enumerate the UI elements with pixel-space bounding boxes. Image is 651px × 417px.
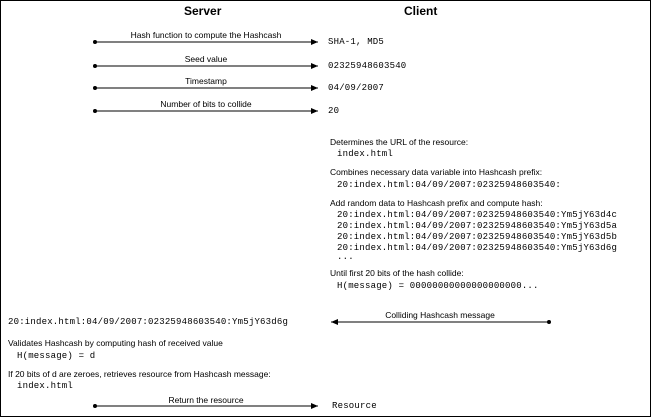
- arrow-label-timestamp: Timestamp: [185, 76, 227, 86]
- value-hash-function: SHA-1, MD5: [328, 37, 385, 47]
- arrow-label-return: Return the resource: [168, 395, 244, 405]
- value-bits: 20: [328, 106, 340, 116]
- arrow-seed-value: [93, 64, 318, 68]
- client-random-line: 20:index.html:04/09/2007:02325948603540:Ym5jY63d5a: [337, 221, 618, 231]
- client-random-line: 20:index.html:04/09/2007:02325948603540:Ym5jY63d5b: [337, 232, 618, 242]
- client-url-value: index.html: [337, 149, 394, 159]
- server-validate-value: H(message) = d: [17, 351, 96, 361]
- client-combine-value: 20:index.html:04/09/2007:02325948603540:: [337, 180, 562, 190]
- arrow-colliding-message: [331, 320, 551, 324]
- arrow-label-seed-value: Seed value: [184, 54, 228, 64]
- server-colliding-message: 20:index.html:04/09/2007:02325948603540:Ym5jY63d6g: [8, 317, 289, 327]
- arrow-label-colliding: Colliding Hashcash message: [385, 310, 495, 320]
- client-random-line: 20:index.html:04/09/2007:02325948603540:Ym5jY63d6g: [337, 243, 618, 253]
- client-until-value: H(message) = 00000000000000000000...: [337, 281, 539, 291]
- value-resource: Resource: [332, 401, 377, 411]
- client-header: Client: [404, 4, 438, 18]
- arrow-hash-function: [93, 40, 318, 44]
- client-url-label: Determines the URL of the resource:: [330, 137, 469, 147]
- arrow-label-hash-function: Hash function to compute the Hashcash: [130, 30, 282, 40]
- server-retrieve-value: index.html: [17, 381, 74, 391]
- client-random-label: Add random data to Hashcash prefix and compute hash:: [330, 198, 543, 208]
- value-timestamp: 04/09/2007: [328, 83, 385, 93]
- arrow-bits: [93, 109, 318, 113]
- server-retrieve-label: If 20 bits of d are zeroes, retrieves resource from Hashcash message:: [8, 369, 271, 379]
- client-random-line: 20:index.html:04/09/2007:02325948603540:Ym5jY63d4c: [337, 210, 618, 220]
- value-seed: 02325948603540: [328, 61, 407, 71]
- client-random-ellipsis: ...: [337, 252, 354, 262]
- client-combine-label: Combines necessary data variable into Hashcash prefix:: [330, 167, 543, 177]
- client-until-label: Until first 20 bits of the hash collide:: [330, 268, 464, 278]
- arrow-timestamp: [93, 86, 318, 90]
- server-header: Server: [184, 4, 222, 18]
- server-validate-label: Validates Hashcash by computing hash of received value: [8, 338, 223, 348]
- arrow-label-bits: Number of bits to collide: [160, 99, 252, 109]
